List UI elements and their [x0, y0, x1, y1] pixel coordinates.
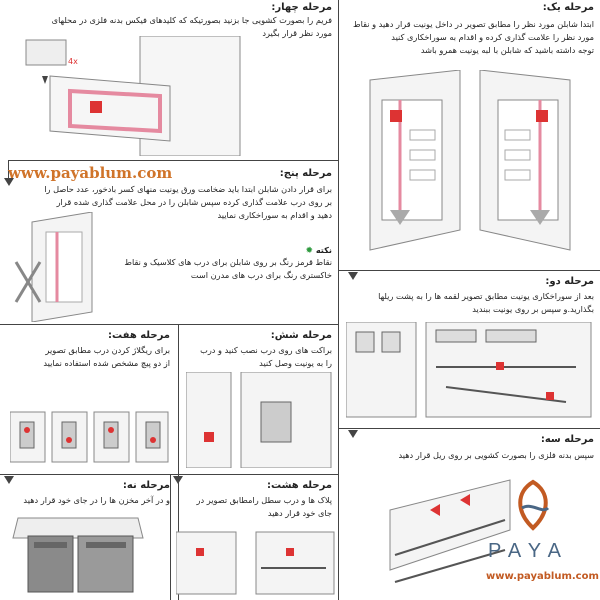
step3-title: مرحله سه:: [540, 434, 594, 445]
brand-url[interactable]: www.payablum.com: [486, 571, 599, 582]
site-url[interactable]: www.payablum.com: [8, 164, 173, 182]
step8-text: پلاک ها و درب سطل رامطابق تصویر در جای خود قرار دهید: [196, 495, 332, 518]
step9-title: مرحله نه:: [122, 480, 170, 491]
divider-vertical-main: [338, 0, 339, 270]
divider-h-step9: [0, 474, 178, 475]
step4-text: فریم را بصورت کشویی جا بزنید بصورتیکه که کلیدهای فیکس بدنه فلزی در محلهای مورد نظر قرار بگیرد: [51, 15, 332, 38]
step8-illustration: [176, 528, 336, 598]
step1-title: مرحله یک:: [542, 2, 594, 13]
step3-text: سپس بدنه فلزی را بصورت کشویی بر روی ریل قرار دهید: [398, 450, 594, 460]
divider-h-step3: [338, 428, 600, 429]
divider-h-mid: [0, 324, 338, 325]
note-gear-icon: ✹: [305, 246, 313, 256]
step7-illustration: [10, 408, 170, 468]
brand-name: PAYA: [488, 540, 569, 562]
step6-title: مرحله شش:: [270, 330, 332, 341]
note-title: نکته ✹: [305, 245, 332, 256]
step5-text: برای قرار دادن شابلن ابتدا باید ضخامت ورق یونیت منهای کسر بادخور، عدد حاصل را بر روی درب علامت گذاری کرده سپس شابلن را در محل علامت گذاری شده قرار دهید و اقدام به سوراخکاری نمایید: [44, 184, 332, 220]
step5-illustration: [12, 212, 102, 322]
step4-title: مرحله چهار:: [271, 2, 332, 13]
paya-logo-icon: [508, 478, 558, 538]
step7-title: مرحله هفت:: [108, 330, 170, 341]
flow-arrow-step7-to-step9: [4, 476, 14, 484]
divider-v-step8: [170, 474, 171, 600]
step4-illustration: [20, 36, 255, 156]
divider-h-step8: [178, 474, 338, 475]
step9-text: و در آخر مخزن ها را در جای خود قرار دهید: [23, 495, 170, 505]
badge-4x: 4x: [68, 57, 78, 66]
step6-text: براکت های روی درب نصب کنید و درب را به یونیت وصل کنید: [200, 345, 332, 368]
flow-arrow-step1-to-step2: [348, 272, 358, 280]
step8-title: مرحله هشت:: [267, 480, 332, 491]
step7-text: برای ریگلاژ کردن درب مطابق تصویر از دو پیچ مشخص شده استفاده نمایید: [43, 345, 170, 368]
step2-text: بعد از سوراخکاری یونیت مطابق تصویر لقمه ها را به پشت ریلها بگذارید.و سپس بر روی یونیت ببندید: [378, 291, 594, 314]
divider-h-top-left: [8, 160, 338, 161]
flow-arrow-step2-to-step3: [348, 430, 358, 438]
step2-title: مرحله دو:: [545, 276, 594, 287]
step1-text: ابتدا شابلن مورد نظر را مطابق تصویر در داخل یونیت قرار دهید و نقاط مورد نظر را علامت گذاری کرده و اقدام به سوراخکاری کنید توجه داشته باشید که شابلن با لبه یونیت همرو باشد: [353, 19, 594, 55]
step6-illustration: [186, 372, 334, 468]
flow-arrow-step6-to-step8: [173, 476, 183, 484]
step5-title: مرحله پنج:: [279, 168, 332, 179]
step1-illustration: [360, 70, 590, 260]
divider-v-step3: [338, 270, 339, 600]
note-text: نقاط قرمز رنگ بر روی شابلن برای درب های کلاسیک و نقاط خاکستری رنگ برای درب های مدرن است: [124, 257, 332, 280]
step9-illustration: [8, 508, 148, 596]
step2-illustration: [346, 322, 596, 422]
divider-h-step2: [338, 270, 600, 271]
